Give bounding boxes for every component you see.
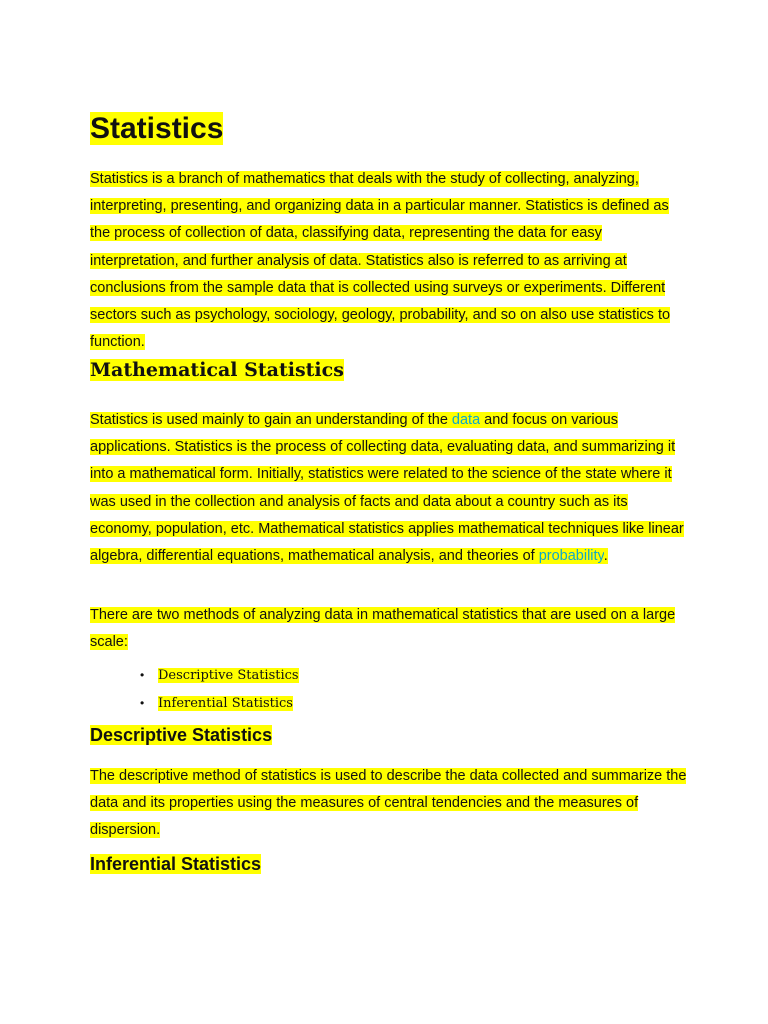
probability-link[interactable]: probability [538, 548, 604, 565]
page-title-text: Statistics [90, 112, 224, 145]
list-item [140, 690, 299, 718]
math-para-text-mid: and focus on various applications. Statistics is the process of collecting data, evaluating data, and summarizing it into a mathematical form. Initially, statistics were related to the science of the state where it was used in the collection and analysis of facts and data about a country such as its economy, population, etc. Mathematical statistics applies mathematical techniques like linear algebra, differential equations, mathematical analysis, and theories of [90, 412, 684, 565]
method-descriptive: Descriptive Statistics [158, 668, 299, 683]
mathematical-statistics-heading-text: Mathematical Statistics [90, 359, 344, 381]
descriptive-text: The descriptive method of statistics is used to describe the data collected and summarize the data and its properties using the measures of central tendencies and the measures of dispersion. [90, 768, 687, 839]
data-link[interactable]: data [451, 412, 481, 428]
section-heading-inferential-statistics [90, 850, 261, 878]
descriptive-heading-text: Descriptive Statistics [90, 725, 273, 745]
method-inferential: Inferential Statistics [158, 695, 293, 711]
section-heading-descriptive-statistics [90, 721, 272, 749]
methods-list [140, 662, 299, 717]
methods-intro-text: There are two methods of analyzing data in mathematical statistics that are used on a large scale: [90, 607, 676, 651]
methods-intro-paragraph [90, 602, 690, 656]
descriptive-paragraph [90, 763, 690, 845]
math-para-text-start: Statistics is used mainly to gain an understanding of the [90, 412, 452, 428]
math-para-text-end: . [603, 548, 608, 565]
inferential-heading-text: Inferential Statistics [90, 854, 262, 874]
page-title [90, 108, 223, 150]
intro-paragraph [90, 166, 690, 356]
section-heading-mathematical-statistics [90, 354, 344, 386]
intro-text: Statistics is a branch of mathematics that deals with the study of collecting, analyzing, interpreting, presenting, and organizing data in a particular manner. Statistics is defined as the process of collection of data, classifying data, representing the data for easy interpretation, and further analysis of data. Statistics also is referred to as arriving at conclusions from the sample data that is collected using surveys or experiments. Different sectors such as psychology, sociology, geology, probability, and so on also use statistics to function. [90, 171, 671, 351]
list-item [140, 662, 299, 690]
mathematical-statistics-paragraph [90, 407, 690, 570]
